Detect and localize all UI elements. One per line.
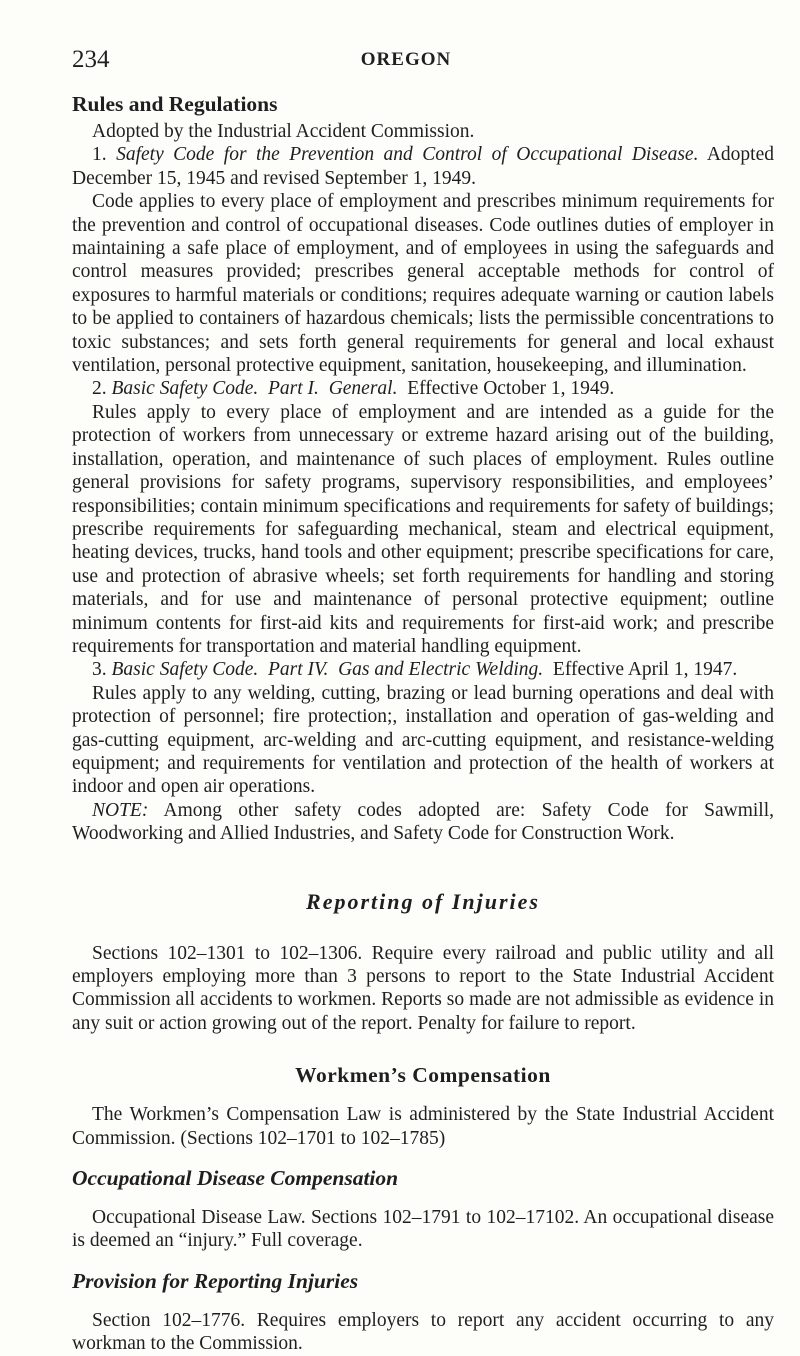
rule-3-title-text: Basic Safety Code. (111, 659, 259, 681)
rule-3-section: Gas and Electric Welding. (338, 659, 544, 681)
rule-1-dates: Adopted December 15, 1945 and revised September 1, 1949. (72, 144, 774, 189)
note-body: Among other safety codes adopted are: Safety Code for Sawmill, Woodworking and Allied Industries, and Safety Code for Construction Work. (72, 799, 774, 845)
rule-1-number: 1. (92, 144, 107, 166)
rule-2-effective: Effective October 1, 1949. (407, 378, 615, 400)
rule-2-section: General. (328, 378, 398, 400)
occupational-body: Occupational Disease Law. Sections 102–1791 to 102–17102. An occupational disease is deemed an “injury.” Full coverage. (72, 1207, 774, 1252)
rule-1-title-text: Safety Code for the Prevention and Control of Occupational Disease. (116, 144, 699, 166)
page-content (72, 90, 774, 1356)
rule-1-title (72, 143, 774, 190)
rules-intro: Adopted by the Industrial Accident Commission. (92, 121, 475, 142)
page-header (72, 46, 740, 76)
rule-3-number: 3. (92, 659, 107, 681)
reporting-body: Sections 102–1301 to 102–1306. Require every railroad and public utility and all employers employing more than 3 persons to report to the State Industrial Accident Commission all accidents to workmen. Reports so made are not admissible as evidence in any suit or action growing out of the report. Penalty for failure to report. (72, 942, 774, 1034)
rule-3-body: Rules apply to any welding, cutting, brazing or lead burning operations and deal with protection of personnel; fire protection;, installation and operation of gas-welding and gas-cutting equipment, arc-welding and arc-cutting equipment, and resistance-welding equipment; and requirements for ventilation and protection of the health of workers at indoor and open air operations. (72, 682, 774, 798)
rule-2-part: Part I. (268, 378, 319, 400)
rules-heading: Rules and Regulations (72, 92, 278, 116)
note-paragraph (72, 799, 774, 846)
occupational-heading: Occupational Disease Compensation (72, 1166, 399, 1191)
compensation-body: The Workmen’s Compensation Law is administered by the State Industrial Accident Commission. (Sections 102–1701 to 102–1785) (72, 1104, 774, 1149)
compensation-heading: Workmen’s Compensation (295, 1063, 551, 1088)
rule-1-body: Code applies to every place of employment and prescribes minimum requirements for the prevention and control of occupational diseases. Code outlines duties of employer in maintaining a safe place of employment, and of employees in using the safeguards and control measures provided; prescribes general acceptable methods for control of exposures to harmful materials or conditions; requires adequate warning or caution labels to be applied to containers of hazardous chemicals; lists the permissible concentrations to toxic substances; and sets forth general requirements for general and local exhaust ventilation, personal protective equipment, sanitation, housekeeping, and illumination. (72, 191, 774, 377)
rule-2-title (72, 377, 774, 400)
page-number: 234 (72, 46, 110, 73)
rule-3-title (72, 658, 774, 681)
note-label: NOTE: (92, 799, 149, 821)
rule-2-number: 2. (92, 378, 107, 400)
provision-body: Section 102–1776. Requires employers to report any accident occurring to any workman to the Commission. (72, 1309, 774, 1355)
rule-3-effective: Effective April 1, 1947. (552, 659, 738, 681)
provision-heading: Provision for Reporting Injuries (72, 1268, 359, 1293)
rule-3-part: Part IV. (268, 659, 329, 681)
rule-2-title-text: Basic Safety Code. (111, 378, 259, 400)
reporting-heading: Reporting of Injuries (306, 888, 540, 914)
running-title: OREGON (360, 49, 452, 70)
rule-2-body: Rules apply to every place of employment and are intended as a guide for the protection of workers from unnecessary or extreme hazard arising out of the building, installation, operation, and maintenance of such places of employment. Rules outline general provisions for safety programs, supervisory responsibilities, and employees’ responsibilities; contain minimum specifications and requirements for safety of buildings; prescribe requirements for safeguarding mechanical, steam and electrical equipment, heating devices, trucks, hand tools and other equipment; prescribe specifications for care, use and protection of abrasive wheels; set forth requirements for handling and storing materials, and for use and maintenance of personal protective equipment; outline minimum contents for first-aid kits and requirements for first-aid work; and prescribe requirements for transportation and material handling equipment. (72, 401, 774, 657)
